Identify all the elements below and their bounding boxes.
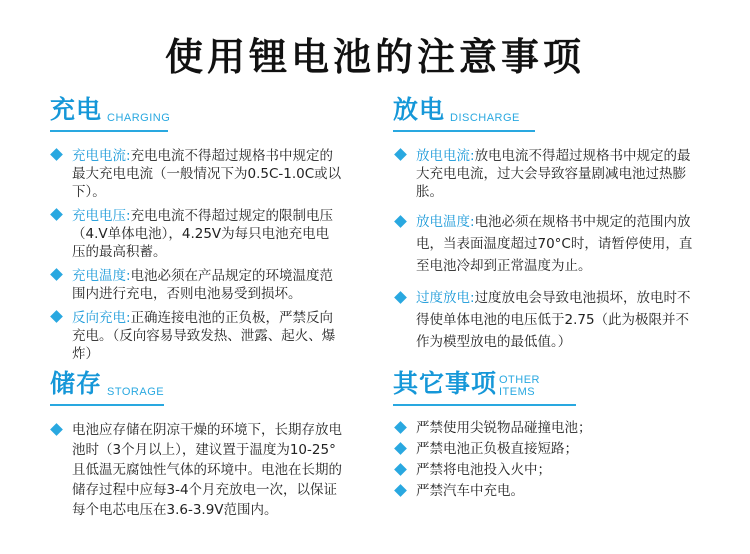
item-label: 充电电压: xyxy=(72,208,131,224)
charging-title-en: CHARGING xyxy=(107,112,171,124)
diamond-bullet-icon xyxy=(50,310,63,323)
discharge-title: 放电 xyxy=(393,95,446,124)
item-label: 反向充电: xyxy=(72,310,131,326)
list-item xyxy=(396,439,696,459)
storage-header xyxy=(50,366,164,406)
list-item xyxy=(396,481,696,501)
list-item xyxy=(52,420,348,520)
item-text: 电池应存储在阴凉干燥的环境下，长期存放电池时（3个月以上），建议置于温度为10-25°且低温无腐蚀性气体的环境中。电池在长期的储存过程中应每3-4个月充放电一次，以保证每个电芯电压在3.6-3.9V范围内。 xyxy=(72,422,342,518)
list-item xyxy=(396,211,696,277)
diamond-bullet-icon xyxy=(394,215,407,228)
other-section xyxy=(393,366,576,406)
item-text: 正确连接电池的正负极，严禁反向充电。（反向容易导致发热、泄露、起火、爆炸） xyxy=(72,310,336,362)
storage-list xyxy=(52,420,348,520)
storage-title-en: STORAGE xyxy=(107,386,165,398)
discharge-list xyxy=(396,147,696,353)
diamond-bullet-icon xyxy=(50,423,63,436)
other-title: 其它事项 xyxy=(393,369,498,398)
other-header xyxy=(393,366,576,406)
diamond-bullet-icon xyxy=(50,268,63,281)
list-item xyxy=(52,267,342,303)
list-item xyxy=(396,418,696,438)
diamond-bullet-icon xyxy=(394,291,407,304)
diamond-bullet-icon xyxy=(394,463,407,476)
charging-section xyxy=(50,92,171,132)
item-label: 放电温度: xyxy=(416,214,475,230)
diamond-bullet-icon xyxy=(50,208,63,221)
item-text: 过度放电会导致电池损坏，放电时不得使单体电池的电压低于2.75（此为极限并不作为模型放电的最低值。） xyxy=(416,290,691,350)
page-title: 使用锂电池的注意事项 xyxy=(164,35,585,79)
list-item xyxy=(52,207,342,261)
charging-list xyxy=(52,147,342,363)
diamond-bullet-icon xyxy=(50,148,63,161)
charging-title: 充电 xyxy=(50,95,103,124)
discharge-title-en: DISCHARGE xyxy=(450,112,520,124)
diamond-bullet-icon xyxy=(394,421,407,434)
item-text: 严禁电池正负极直接短路； xyxy=(416,441,578,457)
list-item xyxy=(396,147,696,201)
item-text: 严禁使用尖锐物品碰撞电池； xyxy=(416,420,592,436)
discharge-section xyxy=(393,92,535,132)
charging-header xyxy=(50,92,171,132)
item-label: 放电电流: xyxy=(416,148,475,164)
discharge-header xyxy=(393,92,535,132)
list-item xyxy=(52,147,342,201)
diamond-bullet-icon xyxy=(394,442,407,455)
item-text: 严禁将电池投入火中； xyxy=(416,462,551,478)
item-label: 充电电流: xyxy=(72,148,131,164)
item-text: 严禁汽车中充电。 xyxy=(416,483,524,499)
list-item xyxy=(396,287,696,353)
diamond-bullet-icon xyxy=(394,148,407,161)
storage-section xyxy=(50,366,164,406)
item-label: 过度放电: xyxy=(416,290,475,306)
item-text: 充电电流不得超过规定的限制电压（4.V单体电池），4.25V为每只电池充电电压的最高积蓄。 xyxy=(72,208,334,260)
item-text: 电池必须在产品规定的环境温度范围内进行充电，否则电池易受到损坏。 xyxy=(72,268,334,302)
item-text: 放电电流不得超过规格书中规定的最大充电电流，过大会导致容量剧减电池过热膨胀。 xyxy=(416,148,691,200)
list-item xyxy=(52,309,342,363)
other-list xyxy=(396,418,696,501)
list-item xyxy=(396,460,696,480)
item-label: 充电温度: xyxy=(72,268,131,284)
storage-title: 储存 xyxy=(50,369,103,398)
item-text: 电池必须在规格书中规定的范围内放电，当表面温度超过70°C时，请暂停使用，直至电池冷却到正常温度为止。 xyxy=(416,214,693,274)
item-text: 充电电流不得超过规格书中规定的最大充电电流（一般情况下为0.5C-1.0C或以下）。 xyxy=(72,148,342,200)
other-title-en: OTHER ITEMS xyxy=(499,374,540,398)
diamond-bullet-icon xyxy=(394,484,407,497)
